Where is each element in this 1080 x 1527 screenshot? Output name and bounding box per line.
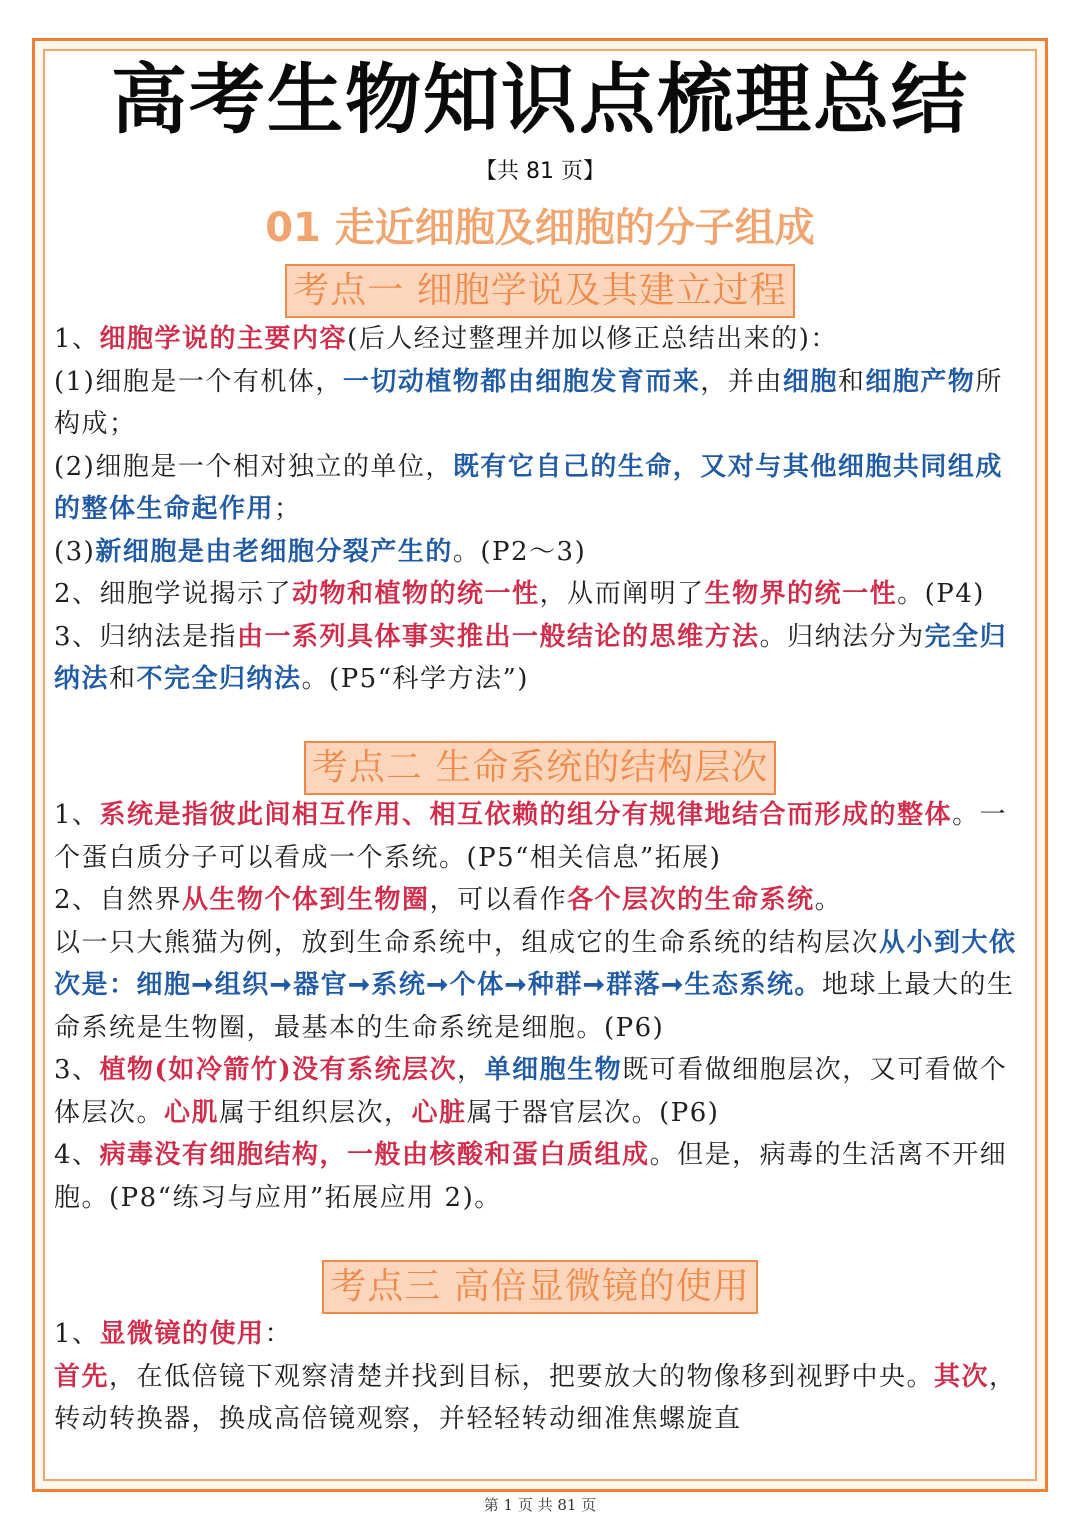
text: 和 [109,664,137,694]
text: 。归纳法分为 [759,621,925,652]
highlight-red: 细胞学说的主要内容 [99,324,348,354]
section-heading-1 [0,264,1080,318]
text: ，从而阐明了 [539,579,705,609]
text: 1、 [54,1319,100,1349]
text: 。但是，病毒的生活离不开细胞。(P8“练习与应用”拓展应用 2)。 [54,1140,1008,1213]
highlight-blue: 细胞产物 [865,366,976,397]
text: 1、 [54,324,100,354]
text: 。(P5“科学方法”) [301,664,529,694]
highlight-red: 由一系列具体事实推出一般结论的思维方法 [237,621,760,652]
highlight-blue: 从小到大依次是：细胞➞组织➞器官➞系统➞个体➞种群➞群落➞生态系统。 [54,927,1017,1000]
highlight-blue: 单细胞生物 [484,1055,623,1085]
text: ，在低倍镜下观察清楚并找到目标，把要放大的物像移到视野中央。 [109,1361,935,1392]
highlight-blue: 不完全归纳法 [136,664,302,694]
paragraph [54,616,1028,701]
section-heading-2-label: 考点二 生命系统的结构层次 [304,741,776,795]
section-2-body [54,794,1028,1219]
paragraph [54,794,1028,879]
paragraph [54,879,1028,922]
section-heading-3 [0,1260,1080,1314]
paragraph [54,1356,1028,1441]
page-title: 高考生物知识点梳理总结 [111,55,969,144]
page-footer: 第 1 页 共 81 页 [483,1496,597,1514]
text: (后人经过整理并加以修正总结出来的)： [347,324,838,354]
text: 2、自然界 [54,885,183,915]
highlight-red: 各个层次的生命系统 [567,885,815,915]
highlight-red: 显微镜的使用 [99,1319,265,1349]
paragraph [54,318,1028,361]
section-heading-2 [0,741,1080,795]
section-3-body [54,1313,1028,1441]
text: 4、 [54,1140,100,1170]
highlight-red: 从生物个体到生物圈 [182,885,430,915]
highlight-blue: 细胞 [782,366,838,397]
text: ； [274,494,302,524]
paragraph [54,1313,1028,1356]
text: 地球上最大的生命系统是生物圈，最基本的生命系统是细胞。(P6) [54,970,1015,1043]
text: ： [264,1319,293,1349]
text: (3) [54,536,96,567]
text: 所构成； [54,366,1003,439]
paragraph [54,573,1028,616]
text: 。 [814,885,843,915]
text: ， [457,1055,485,1085]
highlight-red: 生物界的统一性 [704,579,898,609]
highlight-red: 植物(如冷箭竹)没有系统层次 [99,1055,458,1085]
text: ，并由 [700,366,783,397]
text: ，转动转换器，换成高倍镜观察，并轻轻转动细准焦螺旋直 [54,1361,1017,1434]
text: ，可以看作 [429,885,568,915]
text: 3、归纳法是指 [54,621,238,652]
text: (2)细胞是一个相对独立的单位， [54,451,453,482]
text: 属于器官层次。(P6) [466,1097,720,1128]
text: 和 [837,366,866,397]
highlight-red: 心脏 [411,1097,467,1128]
highlight-blue: 既有它自己的生命，又对与其他细胞共同组成的整体生命起作用 [54,451,1003,524]
text: 以一只大熊猫为例，放到生命系统中，组成它的生命系统的结构层次 [54,927,880,958]
paragraph [54,531,1028,574]
highlight-blue: 一切动植物都由细胞发育而来 [342,366,701,397]
highlight-red: 首先 [54,1361,110,1392]
highlight-red: 病毒没有细胞结构，一般由核酸和蛋白质组成 [99,1140,650,1170]
text: 既可看做细胞层次，又可看做个体层次。 [54,1055,1008,1128]
highlight-blue: 完全归纳法 [54,621,1008,694]
highlight-red: 其次 [934,1361,990,1392]
text: 属于组织层次， [219,1097,412,1128]
paragraph [54,1134,1028,1219]
text: (1)细胞是一个有机体， [54,366,343,397]
highlight-red: 系统是指彼此间相互作用、相互依赖的组分有规律地结合而形成的整体 [99,800,953,830]
paragraph [54,361,1028,446]
paragraph [54,922,1028,1050]
paragraph [54,446,1028,531]
text: 。(P4) [897,579,985,609]
highlight-red: 心肌 [164,1097,220,1128]
text: 1、 [54,800,100,830]
text: 3、 [54,1055,100,1085]
chapter-title: 01 走近细胞及细胞的分子组成 [265,205,815,251]
section-heading-3-label: 考点三 高倍显微镜的使用 [322,1260,757,1314]
text: 。(P2～3) [452,536,587,567]
paragraph [54,1049,1028,1134]
highlight-red: 动物和植物的统一性 [292,579,540,609]
section-heading-1-label: 考点一 细胞学说及其建立过程 [285,264,794,318]
highlight-blue: 新细胞是由老细胞分裂产生的 [95,536,453,567]
section-1-body [54,318,1028,701]
text: 。一个蛋白质分子可以看成一个系统。(P5“相关信息”拓展) [54,800,1008,873]
text: 2、细胞学说揭示了 [54,579,293,609]
page-count: 【共 81 页】 [475,159,605,184]
